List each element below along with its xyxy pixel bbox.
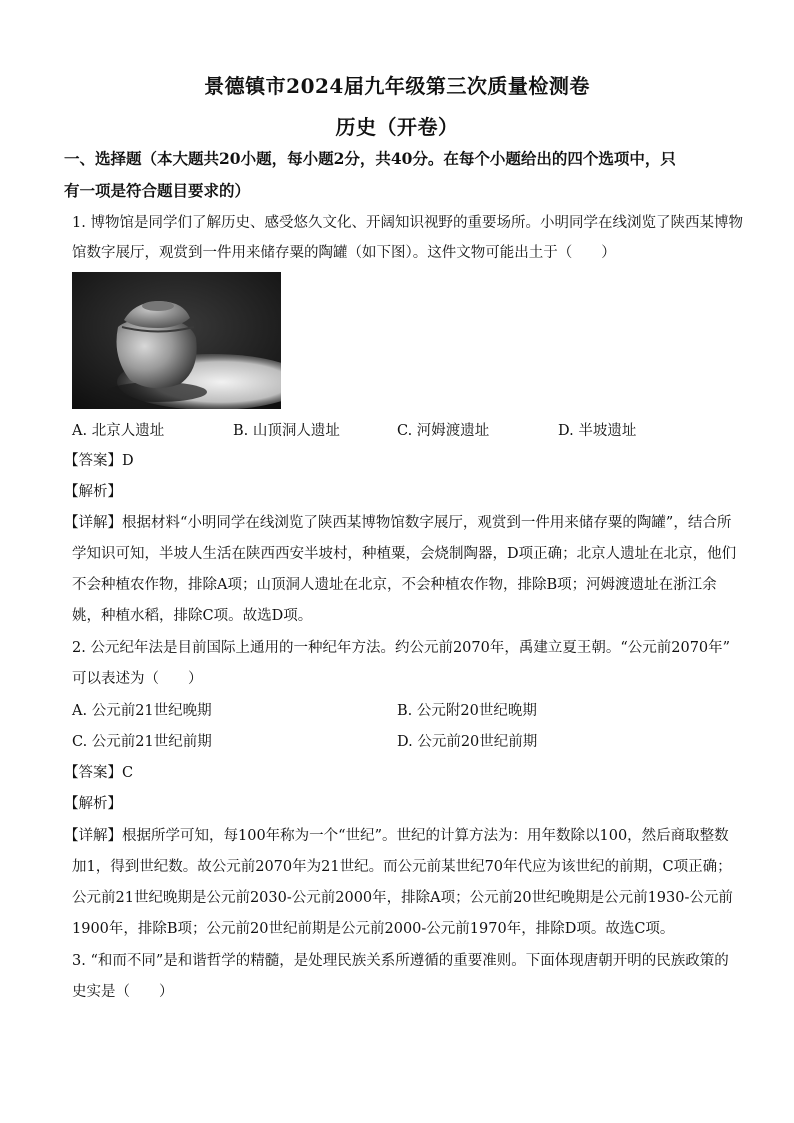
q2-analysis-label: 【解析】 [64,796,122,812]
q2-option-b: B. 公元附20世纪晚期 [397,703,537,719]
q2-detail-line1: 【详解】根据所学可知，每100年称为一个“世纪”。世纪的计算方法为：用年数除以100，然后商取整数 [64,828,729,844]
q1-stem-line2: 馆数字展厅，观赏到一件用来储存粟的陶罐（如下图）。这件文物可能出土于（ ） [72,245,616,261]
q1-analysis-label: 【解析】 [64,484,122,500]
q2-stem-line2: 可以表述为（ ） [72,671,203,687]
q2-stem-line1: 2. 公元纪年法是目前国际上通用的一种纪年方法。约公元前2070年，禹建立夏王朝。“公元前2070年” [72,640,731,656]
q1-detail-line4: 姚，种植水稻，排除C项。故选D项。 [72,608,313,624]
q3-stem-line2: 史实是（ ） [72,984,174,1000]
pottery-jar-photo [72,272,281,409]
q2-detail-line2: 加1，得到世纪数。故公元前2070年为21世纪。而公元前某世纪70年代应为该世纪的前期，C项正确； [72,859,732,875]
q1-option-b: B. 山顶洞人遗址 [233,423,340,439]
q1-option-d: D. 半坡遗址 [558,423,637,439]
q1-detail-line2: 学知识可知，半坡人生活在陕西西安半坡村，种植粟，会烧制陶器，D项正确；北京人遗址在北京，他们 [72,546,737,562]
q2-option-c: C. 公元前21世纪前期 [72,734,212,750]
q3-stem-line1: 3. “和而不同”是和谐哲学的精髓，是处理民族关系所遵循的重要准则。下面体现唐朝开明的民族政策的 [72,953,729,969]
q1-detail-line3: 不会种植农作物，排除A项；山顶洞人遗址在北京，不会种植农作物，排除B项；河姆渡遗址在浙江余 [72,577,717,593]
exam-subtitle: 历史（开卷） [335,115,459,139]
q2-answer: 【答案】C [64,765,134,781]
q1-option-a: A. 北京人遗址 [72,423,165,439]
q2-option-a: A. 公元前21世纪晚期 [72,703,212,719]
q1-option-c: C. 河姆渡遗址 [397,423,490,439]
q1-answer: 【答案】D [64,453,134,469]
q2-detail-line4: 1900年，排除B项；公元前20世纪前期是公元前2000-公元前1970年，排除D项。故选C项。 [72,921,675,937]
q2-detail-line3: 公元前21世纪晚期是公元前2030-公元前2000年，排除A项；公元前20世纪晚期是公元前1930-公元前 [72,890,733,906]
section-heading-line1: 一、选择题（本大题共20小题，每小题2分，共40分。在每个小题给出的四个选项中，只 [64,149,676,168]
exam-title: 景德镇市2024届九年级第三次质量检测卷 [204,74,590,98]
q1-detail-line1: 【详解】根据材料“小明同学在线浏览了陕西某博物馆数字展厅，观赏到一件用来储存粟的陶罐”，结合所 [64,515,732,531]
section-heading-line2: 有一项是符合题目要求的） [64,181,251,200]
q1-stem-line1: 1. 博物馆是同学们了解历史、感受悠久文化、开阔知识视野的重要场所。小明同学在线浏览了陕西某博物 [72,215,743,231]
q2-option-d: D. 公元前20世纪前期 [397,734,538,750]
